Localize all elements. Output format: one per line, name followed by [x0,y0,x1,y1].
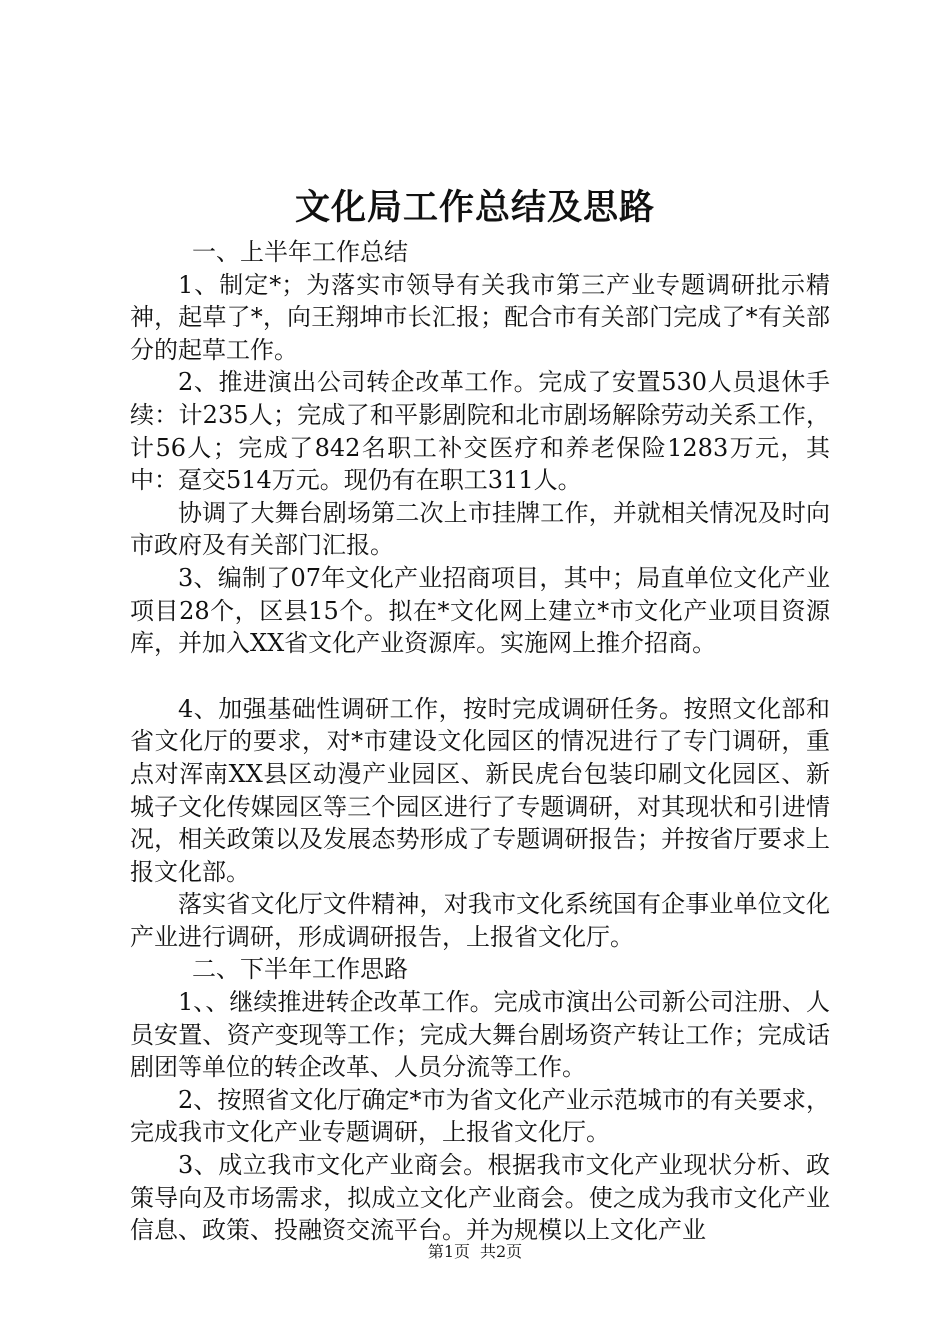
paragraph-plan-3: 3、成立我市文化产业商会。根据我市文化产业现状分析、政策导向及市场需求，拟成立文化产业商会。使之成为我市文化产业信息、政策、投融资交流平台。并为规模以上文化产业 [130,1151,830,1245]
section-heading-first-half: 一、上半年工作总结 [192,238,408,266]
paragraph-provincial-research: 落实省文化厅文件精神，对我市文化系统国有企事业单位文化产业进行调研，形成调研报告，上报省文化厅。 [130,890,830,951]
section-heading-second-half: 二、下半年工作思路 [192,955,408,984]
page-footer [0,1241,950,1263]
paragraph-item-4: 4、加强基础性调研工作，按时完成调研任务。按照文化部和省文化厅的要求，对*市建设文化园区的情况进行了专门调研，重点对浑南XX县区动漫产业园区、新民虎台包装印刷文化园区、新城子文化传媒园区等三个园区进行了专题调研，对其现状和引进情况，相关政策以及发展态势形成了专题调研报告；并按省厅要求上报文化部。 [130,694,830,886]
document-body [130,236,830,1247]
page-total: 共2页 [480,1242,523,1261]
paragraph-item-2: 2、推进演出公司转企改革工作。完成了安置530人员退休手续：计235人；完成了和平影剧院和北市剧场解除劳动关系工作，计56人；完成了842名职工补交医疗和养老保险1283万元，其中：趸交514万元。现仍有在职工311人。 [130,368,830,495]
page-number: 第1页 [427,1242,470,1261]
paragraph-spacer [130,660,830,693]
document-title: 文化局工作总结及思路 [294,188,655,228]
paragraph-stage-listing: 协调了大舞台剧场第二次上市挂牌工作，并就相关情况及时向市政府及有关部门汇报。 [130,498,830,560]
paragraph-plan-1: 1、、继续推进转企改革工作。完成市演出公司新公司注册、人员安置、资产变现等工作；完成大舞台剧场资产转让工作；完成话剧团等单位的转企改革、人员分流等工作。 [130,988,830,1082]
paragraph-item-3: 3、编制了07年文化产业招商项目，其中；局直单位文化产业项目28个，区县15个。拟在*文化网上建立*市文化产业项目资源库，并加入XX省文化产业资源库。实施网上推介招商。 [130,563,830,658]
paragraph-item-1: 1、制定*；为落实市领导有关我市第三产业专题调研批示精神，起草了*，向王翔坤市长汇报；配合市有关部门完成了*有关部分的起草工作。 [130,270,830,364]
paragraph-plan-2: 2、按照省文化厅确定*市为省文化产业示范城市的有关要求，完成我市文化产业专题调研，上报省文化厅。 [130,1085,830,1147]
